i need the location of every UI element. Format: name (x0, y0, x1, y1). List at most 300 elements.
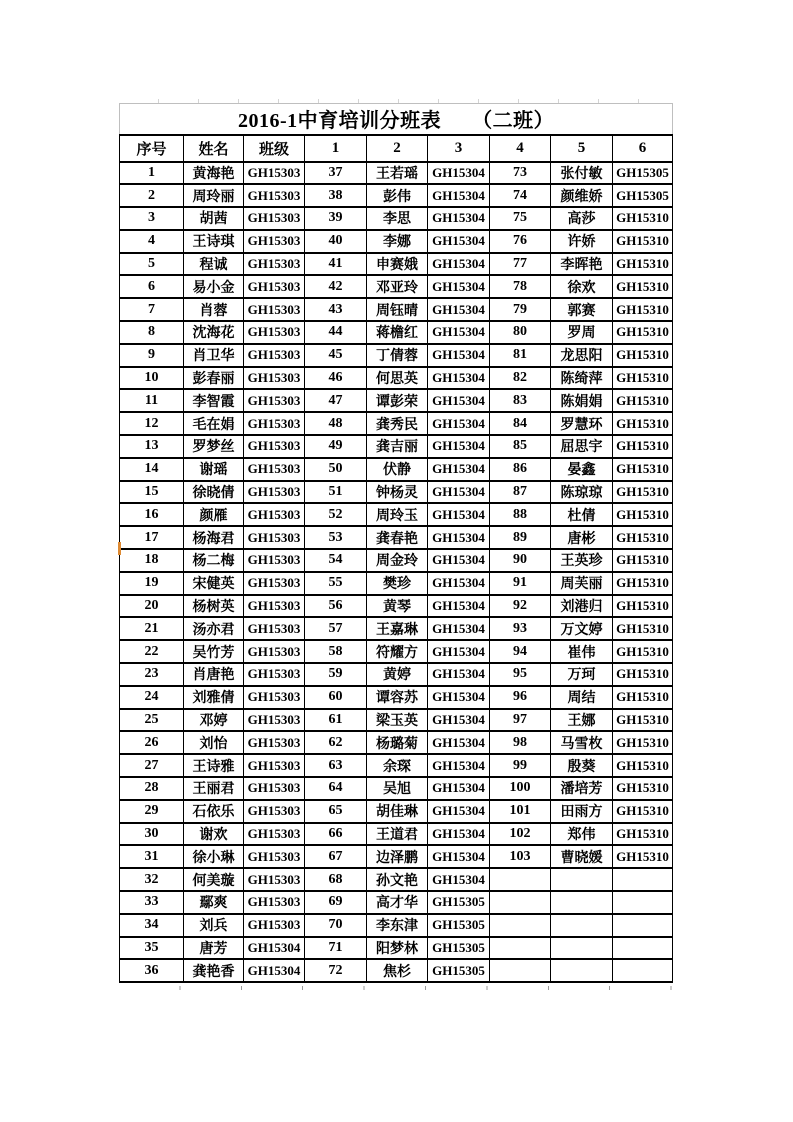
cell-name[interactable]: 符耀方 (367, 640, 428, 663)
cell-seq[interactable]: 8 (120, 321, 184, 344)
cell-class[interactable]: GH15310 (613, 595, 673, 618)
cell-class[interactable]: GH15303 (244, 481, 305, 504)
cell-name[interactable]: 邓亚玲 (367, 275, 428, 298)
col-header-1[interactable]: 1 (305, 135, 367, 162)
cell-seq[interactable]: 13 (120, 435, 184, 458)
cell-class[interactable]: GH15303 (244, 617, 305, 640)
cell-class[interactable] (613, 914, 673, 937)
cell-name[interactable] (551, 891, 613, 914)
cell-seq[interactable]: 58 (305, 640, 367, 663)
cell-class[interactable]: GH15304 (428, 731, 490, 754)
cell-name[interactable]: 王嘉琳 (367, 617, 428, 640)
cell-name[interactable]: 李智霞 (184, 389, 244, 412)
cell-seq[interactable]: 78 (490, 275, 551, 298)
cell-class[interactable]: GH15303 (244, 595, 305, 618)
cell-name[interactable]: 谭容苏 (367, 686, 428, 709)
cell-name[interactable]: 胡茜 (184, 207, 244, 230)
cell-seq[interactable]: 33 (120, 891, 184, 914)
cell-seq[interactable]: 53 (305, 526, 367, 549)
cell-seq[interactable]: 93 (490, 617, 551, 640)
cell-class[interactable]: GH15303 (244, 184, 305, 207)
cell-name[interactable]: 唐芳 (184, 937, 244, 960)
cell-class[interactable]: GH15310 (613, 845, 673, 868)
cell-seq[interactable]: 50 (305, 458, 367, 481)
cell-seq[interactable]: 85 (490, 435, 551, 458)
cell-class[interactable]: GH15304 (428, 503, 490, 526)
cell-class[interactable]: GH15303 (244, 572, 305, 595)
col-header-3[interactable]: 3 (428, 135, 490, 162)
cell-name[interactable]: 程诚 (184, 253, 244, 276)
cell-name[interactable]: 余琛 (367, 754, 428, 777)
cell-name[interactable]: 边泽鹏 (367, 845, 428, 868)
cell-seq[interactable]: 75 (490, 207, 551, 230)
cell-seq[interactable]: 11 (120, 389, 184, 412)
cell-seq[interactable]: 51 (305, 481, 367, 504)
cell-class[interactable]: GH15304 (428, 572, 490, 595)
cell-name[interactable]: 谢欢 (184, 823, 244, 846)
cell-class[interactable]: GH15303 (244, 845, 305, 868)
cell-seq[interactable]: 12 (120, 412, 184, 435)
cell-name[interactable]: 肖蓉 (184, 298, 244, 321)
cell-class[interactable]: GH15310 (613, 481, 673, 504)
cell-seq[interactable]: 73 (490, 162, 551, 185)
cell-seq[interactable]: 17 (120, 526, 184, 549)
cell-class[interactable]: GH15304 (428, 686, 490, 709)
cell-class[interactable]: GH15303 (244, 526, 305, 549)
cell-name[interactable] (551, 937, 613, 960)
cell-seq[interactable]: 21 (120, 617, 184, 640)
cell-name[interactable]: 殷葵 (551, 754, 613, 777)
cell-seq[interactable]: 90 (490, 549, 551, 572)
cell-seq[interactable]: 95 (490, 663, 551, 686)
cell-class[interactable]: GH15304 (428, 754, 490, 777)
cell-name[interactable]: 鄢爽 (184, 891, 244, 914)
cell-name[interactable]: 黄海艳 (184, 162, 244, 185)
cell-seq[interactable]: 14 (120, 458, 184, 481)
cell-seq[interactable]: 70 (305, 914, 367, 937)
cell-class[interactable]: GH15310 (613, 549, 673, 572)
cell-name[interactable]: 马雪枚 (551, 731, 613, 754)
cell-name[interactable]: 刘雅倩 (184, 686, 244, 709)
cell-seq[interactable]: 35 (120, 937, 184, 960)
cell-seq[interactable]: 30 (120, 823, 184, 846)
cell-name[interactable]: 罗梦丝 (184, 435, 244, 458)
cell-class[interactable]: GH15303 (244, 663, 305, 686)
cell-name[interactable]: 胡佳琳 (367, 800, 428, 823)
cell-class[interactable]: GH15304 (428, 207, 490, 230)
cell-name[interactable]: 田雨方 (551, 800, 613, 823)
cell-class[interactable]: GH15303 (244, 731, 305, 754)
cell-class[interactable]: GH15304 (428, 845, 490, 868)
cell-seq[interactable]: 2 (120, 184, 184, 207)
cell-class[interactable]: GH15303 (244, 253, 305, 276)
col-header-6[interactable]: 6 (613, 135, 673, 162)
cell-seq[interactable]: 44 (305, 321, 367, 344)
cell-seq[interactable]: 103 (490, 845, 551, 868)
cell-seq[interactable]: 56 (305, 595, 367, 618)
cell-seq[interactable]: 59 (305, 663, 367, 686)
cell-seq[interactable]: 40 (305, 230, 367, 253)
cell-class[interactable]: GH15305 (428, 937, 490, 960)
cell-name[interactable]: 周玲玉 (367, 503, 428, 526)
cell-class[interactable]: GH15303 (244, 549, 305, 572)
cell-class[interactable] (613, 959, 673, 982)
cell-class[interactable]: GH15303 (244, 230, 305, 253)
cell-class[interactable]: GH15310 (613, 663, 673, 686)
cell-seq[interactable] (490, 937, 551, 960)
cell-name[interactable] (551, 959, 613, 982)
cell-class[interactable]: GH15304 (428, 663, 490, 686)
cell-seq[interactable]: 16 (120, 503, 184, 526)
cell-class[interactable]: GH15303 (244, 321, 305, 344)
cell-class[interactable] (613, 868, 673, 891)
cell-name[interactable]: 龚春艳 (367, 526, 428, 549)
cell-class[interactable]: GH15310 (613, 617, 673, 640)
cell-seq[interactable]: 68 (305, 868, 367, 891)
cell-class[interactable]: GH15304 (428, 275, 490, 298)
cell-class[interactable]: GH15310 (613, 298, 673, 321)
cell-class[interactable]: GH15310 (613, 367, 673, 390)
cell-seq[interactable]: 61 (305, 709, 367, 732)
cell-name[interactable]: 申赛娥 (367, 253, 428, 276)
cell-class[interactable]: GH15310 (613, 572, 673, 595)
cell-name[interactable]: 谭彭荣 (367, 389, 428, 412)
cell-name[interactable]: 龙思阳 (551, 344, 613, 367)
cell-seq[interactable] (490, 891, 551, 914)
cell-class[interactable]: GH15310 (613, 412, 673, 435)
cell-seq[interactable]: 43 (305, 298, 367, 321)
cell-class[interactable]: GH15304 (428, 367, 490, 390)
cell-class[interactable]: GH15304 (244, 937, 305, 960)
cell-class[interactable]: GH15303 (244, 640, 305, 663)
cell-name[interactable]: 唐彬 (551, 526, 613, 549)
cell-class[interactable]: GH15303 (244, 777, 305, 800)
cell-seq[interactable]: 82 (490, 367, 551, 390)
cell-class[interactable]: GH15303 (244, 709, 305, 732)
cell-seq[interactable]: 80 (490, 321, 551, 344)
cell-name[interactable]: 郑伟 (551, 823, 613, 846)
cell-seq[interactable]: 84 (490, 412, 551, 435)
cell-seq[interactable]: 41 (305, 253, 367, 276)
cell-name[interactable]: 李娜 (367, 230, 428, 253)
cell-name[interactable]: 焦杉 (367, 959, 428, 982)
cell-seq[interactable]: 6 (120, 275, 184, 298)
cell-class[interactable]: GH15303 (244, 207, 305, 230)
cell-class[interactable]: GH15304 (428, 709, 490, 732)
cell-class[interactable]: GH15310 (613, 503, 673, 526)
cell-name[interactable]: 颜雁 (184, 503, 244, 526)
col-header-5[interactable]: 5 (551, 135, 613, 162)
cell-seq[interactable]: 99 (490, 754, 551, 777)
cell-seq[interactable]: 47 (305, 389, 367, 412)
cell-seq[interactable]: 96 (490, 686, 551, 709)
cell-seq[interactable]: 92 (490, 595, 551, 618)
cell-class[interactable]: GH15310 (613, 230, 673, 253)
cell-seq[interactable]: 34 (120, 914, 184, 937)
cell-class[interactable]: GH15310 (613, 458, 673, 481)
cell-seq[interactable]: 23 (120, 663, 184, 686)
cell-seq[interactable]: 42 (305, 275, 367, 298)
cell-name[interactable]: 陈琼琼 (551, 481, 613, 504)
cell-seq[interactable]: 57 (305, 617, 367, 640)
cell-name[interactable]: 王诗琪 (184, 230, 244, 253)
cell-class[interactable]: GH15303 (244, 754, 305, 777)
cell-name[interactable]: 毛在娟 (184, 412, 244, 435)
cell-name[interactable]: 王诗雅 (184, 754, 244, 777)
cell-class[interactable]: GH15310 (613, 526, 673, 549)
cell-name[interactable]: 黄琴 (367, 595, 428, 618)
cell-seq[interactable] (490, 868, 551, 891)
cell-class[interactable]: GH15304 (428, 800, 490, 823)
cell-name[interactable]: 王英珍 (551, 549, 613, 572)
cell-seq[interactable]: 83 (490, 389, 551, 412)
cell-class[interactable]: GH15304 (428, 549, 490, 572)
cell-class[interactable]: GH15310 (613, 754, 673, 777)
col-header-name-1[interactable]: 姓名 (184, 135, 244, 162)
cell-name[interactable]: 杨二梅 (184, 549, 244, 572)
cell-name[interactable]: 石依乐 (184, 800, 244, 823)
cell-name[interactable]: 黄婷 (367, 663, 428, 686)
cell-name[interactable]: 孙文艳 (367, 868, 428, 891)
cell-seq[interactable]: 5 (120, 253, 184, 276)
cell-seq[interactable]: 102 (490, 823, 551, 846)
cell-class[interactable]: GH15310 (613, 275, 673, 298)
cell-name[interactable]: 邓婷 (184, 709, 244, 732)
cell-name[interactable]: 蒋檐红 (367, 321, 428, 344)
cell-name[interactable]: 钟杨灵 (367, 481, 428, 504)
cell-seq[interactable]: 39 (305, 207, 367, 230)
cell-class[interactable]: GH15310 (613, 321, 673, 344)
cell-seq[interactable]: 36 (120, 959, 184, 982)
cell-name[interactable]: 周玲丽 (184, 184, 244, 207)
cell-class[interactable]: GH15304 (428, 298, 490, 321)
cell-class[interactable]: GH15310 (613, 823, 673, 846)
cell-class[interactable]: GH15304 (428, 230, 490, 253)
cell-class[interactable]: GH15304 (428, 526, 490, 549)
cell-name[interactable]: 周金玲 (367, 549, 428, 572)
col-header-4[interactable]: 4 (490, 135, 551, 162)
cell-class[interactable]: GH15303 (244, 389, 305, 412)
cell-name[interactable]: 阳梦林 (367, 937, 428, 960)
cell-seq[interactable]: 60 (305, 686, 367, 709)
cell-name[interactable]: 潘培芳 (551, 777, 613, 800)
cell-seq[interactable]: 62 (305, 731, 367, 754)
cell-name[interactable]: 彭伟 (367, 184, 428, 207)
cell-name[interactable]: 高才华 (367, 891, 428, 914)
cell-seq[interactable]: 89 (490, 526, 551, 549)
cell-name[interactable]: 肖卫华 (184, 344, 244, 367)
cell-seq[interactable]: 32 (120, 868, 184, 891)
cell-seq[interactable]: 64 (305, 777, 367, 800)
cell-name[interactable]: 杨璐菊 (367, 731, 428, 754)
cell-class[interactable]: GH15303 (244, 503, 305, 526)
cell-class[interactable]: GH15310 (613, 731, 673, 754)
cell-seq[interactable]: 19 (120, 572, 184, 595)
cell-name[interactable]: 谢瑶 (184, 458, 244, 481)
cell-seq[interactable]: 91 (490, 572, 551, 595)
cell-name[interactable]: 刘怡 (184, 731, 244, 754)
cell-class[interactable]: GH15303 (244, 367, 305, 390)
cell-class[interactable]: GH15304 (428, 458, 490, 481)
cell-seq[interactable]: 29 (120, 800, 184, 823)
cell-class[interactable]: GH15310 (613, 640, 673, 663)
cell-seq[interactable]: 26 (120, 731, 184, 754)
cell-class[interactable]: GH15310 (613, 389, 673, 412)
cell-class[interactable]: GH15303 (244, 412, 305, 435)
cell-name[interactable]: 万珂 (551, 663, 613, 686)
cell-name[interactable]: 陈绮萍 (551, 367, 613, 390)
cell-seq[interactable]: 87 (490, 481, 551, 504)
cell-class[interactable] (613, 891, 673, 914)
cell-name[interactable]: 郭赛 (551, 298, 613, 321)
cell-class[interactable]: GH15303 (244, 298, 305, 321)
cell-seq[interactable]: 76 (490, 230, 551, 253)
cell-class[interactable]: GH15304 (428, 435, 490, 458)
cell-seq[interactable]: 20 (120, 595, 184, 618)
cell-name[interactable]: 罗慧环 (551, 412, 613, 435)
cell-seq[interactable]: 97 (490, 709, 551, 732)
cell-seq[interactable]: 54 (305, 549, 367, 572)
cell-seq[interactable]: 46 (305, 367, 367, 390)
cell-seq[interactable]: 4 (120, 230, 184, 253)
cell-name[interactable] (551, 914, 613, 937)
cell-class[interactable]: GH15310 (613, 709, 673, 732)
cell-seq[interactable]: 37 (305, 162, 367, 185)
cell-name[interactable]: 屈思宇 (551, 435, 613, 458)
cell-class[interactable]: GH15304 (428, 162, 490, 185)
cell-class[interactable]: GH15305 (428, 891, 490, 914)
cell-class[interactable]: GH15310 (613, 207, 673, 230)
cell-name[interactable]: 李思 (367, 207, 428, 230)
cell-seq[interactable]: 27 (120, 754, 184, 777)
cell-class[interactable]: GH15305 (428, 959, 490, 982)
cell-name[interactable]: 颜维娇 (551, 184, 613, 207)
cell-name[interactable]: 彭春丽 (184, 367, 244, 390)
cell-seq[interactable]: 74 (490, 184, 551, 207)
cell-name[interactable]: 何美璇 (184, 868, 244, 891)
cell-seq[interactable]: 18 (120, 549, 184, 572)
cell-class[interactable]: GH15305 (428, 914, 490, 937)
cell-seq[interactable]: 67 (305, 845, 367, 868)
cell-seq[interactable]: 71 (305, 937, 367, 960)
cell-class[interactable]: GH15310 (613, 253, 673, 276)
cell-seq[interactable]: 88 (490, 503, 551, 526)
cell-seq[interactable]: 15 (120, 481, 184, 504)
cell-name[interactable]: 周钰晴 (367, 298, 428, 321)
cell-name[interactable]: 吴竹芳 (184, 640, 244, 663)
cell-seq[interactable]: 86 (490, 458, 551, 481)
cell-seq[interactable]: 1 (120, 162, 184, 185)
cell-name[interactable]: 刘兵 (184, 914, 244, 937)
cell-name[interactable]: 杨树英 (184, 595, 244, 618)
cell-name[interactable]: 徐欢 (551, 275, 613, 298)
cell-class[interactable]: GH15310 (613, 800, 673, 823)
cell-class[interactable]: GH15304 (428, 253, 490, 276)
cell-class[interactable]: GH15303 (244, 914, 305, 937)
cell-seq[interactable]: 94 (490, 640, 551, 663)
cell-name[interactable]: 王道君 (367, 823, 428, 846)
cell-class[interactable]: GH15304 (428, 412, 490, 435)
cell-name[interactable]: 杜倩 (551, 503, 613, 526)
cell-name[interactable]: 宋健英 (184, 572, 244, 595)
cell-class[interactable]: GH15304 (428, 868, 490, 891)
cell-name[interactable]: 伏静 (367, 458, 428, 481)
cell-seq[interactable]: 48 (305, 412, 367, 435)
cell-name[interactable]: 张付敏 (551, 162, 613, 185)
cell-seq[interactable] (490, 914, 551, 937)
cell-seq[interactable]: 52 (305, 503, 367, 526)
cell-seq[interactable]: 79 (490, 298, 551, 321)
cell-class[interactable]: GH15303 (244, 458, 305, 481)
cell-class[interactable]: GH15303 (244, 800, 305, 823)
cell-class[interactable]: GH15304 (428, 184, 490, 207)
cell-name[interactable]: 肖唐艳 (184, 663, 244, 686)
cell-seq[interactable]: 98 (490, 731, 551, 754)
cell-class[interactable] (613, 937, 673, 960)
cell-class[interactable]: GH15304 (428, 481, 490, 504)
cell-class[interactable]: GH15304 (428, 321, 490, 344)
cell-name[interactable]: 吴旭 (367, 777, 428, 800)
cell-seq[interactable]: 7 (120, 298, 184, 321)
cell-name[interactable]: 王娜 (551, 709, 613, 732)
cell-seq[interactable]: 101 (490, 800, 551, 823)
cell-class[interactable]: GH15304 (428, 595, 490, 618)
cell-seq[interactable]: 55 (305, 572, 367, 595)
cell-class[interactable]: GH15303 (244, 344, 305, 367)
cell-seq[interactable]: 22 (120, 640, 184, 663)
cell-name[interactable]: 汤亦君 (184, 617, 244, 640)
cell-class[interactable]: GH15305 (613, 184, 673, 207)
cell-name[interactable]: 周结 (551, 686, 613, 709)
cell-class[interactable]: GH15305 (613, 162, 673, 185)
cell-class[interactable]: GH15304 (428, 823, 490, 846)
cell-name[interactable]: 李晖艳 (551, 253, 613, 276)
cell-seq[interactable]: 38 (305, 184, 367, 207)
cell-class[interactable]: GH15303 (244, 868, 305, 891)
cell-name[interactable]: 沈海花 (184, 321, 244, 344)
cell-name[interactable]: 杨海君 (184, 526, 244, 549)
cell-name[interactable]: 高莎 (551, 207, 613, 230)
cell-class[interactable]: GH15304 (428, 777, 490, 800)
cell-name[interactable]: 曹晓媛 (551, 845, 613, 868)
cell-name[interactable]: 何思英 (367, 367, 428, 390)
cell-name[interactable]: 崔伟 (551, 640, 613, 663)
cell-seq[interactable]: 25 (120, 709, 184, 732)
cell-seq[interactable]: 45 (305, 344, 367, 367)
cell-name[interactable]: 许娇 (551, 230, 613, 253)
cell-name[interactable]: 梁玉英 (367, 709, 428, 732)
cell-name[interactable]: 徐小琳 (184, 845, 244, 868)
cell-class[interactable]: GH15303 (244, 162, 305, 185)
cell-class[interactable]: GH15304 (428, 389, 490, 412)
cell-seq[interactable]: 31 (120, 845, 184, 868)
cell-name[interactable]: 周芙丽 (551, 572, 613, 595)
cell-seq[interactable]: 3 (120, 207, 184, 230)
cell-seq[interactable]: 100 (490, 777, 551, 800)
cell-class[interactable]: GH15310 (613, 686, 673, 709)
cell-name[interactable]: 王丽君 (184, 777, 244, 800)
cell-name[interactable]: 樊珍 (367, 572, 428, 595)
cell-name[interactable]: 陈娟娟 (551, 389, 613, 412)
cell-class[interactable]: GH15310 (613, 344, 673, 367)
col-header-class-1[interactable]: 班级 (244, 135, 305, 162)
col-header-2[interactable]: 2 (367, 135, 428, 162)
cell-class[interactable]: GH15304 (428, 640, 490, 663)
cell-seq[interactable]: 49 (305, 435, 367, 458)
cell-name[interactable]: 王若瑶 (367, 162, 428, 185)
cell-seq[interactable]: 28 (120, 777, 184, 800)
cell-name[interactable]: 龚吉丽 (367, 435, 428, 458)
